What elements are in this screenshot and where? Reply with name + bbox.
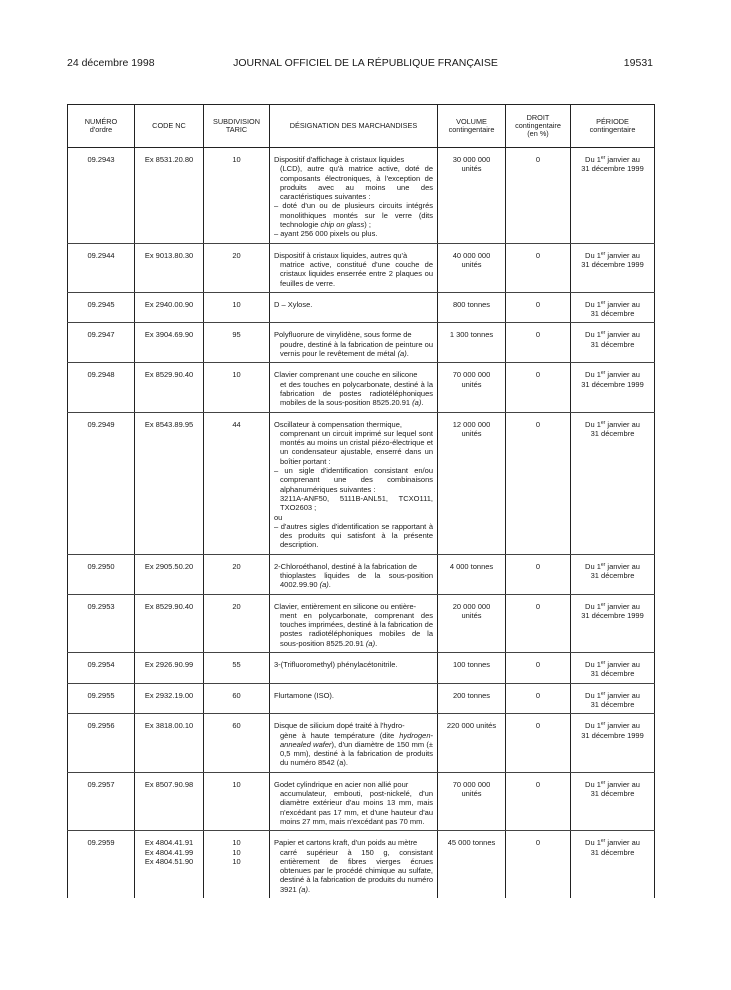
cell-volume [438, 554, 506, 594]
col-header-subdivision [204, 105, 270, 148]
taric-value: 10 [232, 779, 241, 789]
periode-value: Du 1er janvier au [585, 690, 640, 700]
cell-taric [204, 683, 270, 714]
col-header-volume [438, 105, 506, 148]
designation-text: Oscillateur à compensation thermique, [274, 419, 402, 429]
periode-value: 31 décembre 1999 [581, 259, 644, 269]
cell-taric [204, 714, 270, 772]
col-header-line: TARIC [225, 125, 248, 134]
designation-text: Polyfluorure de vinylidène, sous forme de [274, 330, 412, 340]
designation-text: thioplastes liquides de la sous-position 4002.99.90 [280, 570, 433, 590]
periode-value: 31 décembre 1999 [581, 610, 644, 620]
designation-line [274, 466, 433, 494]
table-row [68, 363, 655, 412]
cell-droit: 0 [506, 594, 571, 652]
col-header-line: contingentaire [448, 125, 495, 134]
col-header-line: CODE NC [152, 121, 186, 130]
designation-text: poudre, destiné à la fabrication de peinture ou vernis pour le revêtement de métal [280, 339, 433, 359]
cell-periode [571, 594, 655, 652]
designation-line [274, 611, 433, 648]
volume-value: 800 tonnes [452, 299, 491, 309]
cell-designation [270, 554, 438, 594]
col-header-line: PÉRIODE [596, 117, 629, 126]
cell-numero: 09.2955 [68, 683, 135, 714]
designation-text: comprenant un circuit imprimé sur lequel sont montés au moins un cristal piézo-électrique et un condensateur ajustable, enserré dans un boîtier portant : [280, 428, 433, 466]
periode-value: Du 1er janvier au [585, 601, 640, 611]
cell-code-nc [135, 412, 204, 554]
periode-value: 31 décembre 1999 [581, 379, 644, 389]
taric-value: 20 [232, 561, 241, 571]
designation-line [274, 429, 433, 466]
cell-designation [270, 772, 438, 830]
cell-designation [270, 683, 438, 714]
designation-text: Flurtamone (ISO). [274, 690, 335, 700]
periode-value: 31 décembre [590, 789, 635, 799]
table-row [68, 594, 655, 652]
cell-volume [438, 243, 506, 292]
designation-line [274, 420, 433, 429]
cell-periode [571, 772, 655, 830]
designation-text: 2-Chloroéthanol, destiné à la fabrication de [274, 561, 418, 571]
designation-line [274, 260, 433, 288]
table-row [68, 831, 655, 898]
taric-value: 10 [232, 299, 241, 309]
cell-designation [270, 831, 438, 898]
col-header-line: DÉSIGNATION DES MARCHANDISES [289, 121, 418, 130]
cell-numero: 09.2948 [68, 363, 135, 412]
designation-line [274, 513, 433, 522]
designation-italic: hydrogen-annealed wafer [280, 730, 433, 749]
volume-value: unités [461, 379, 482, 389]
designation-italic: chip on glass [320, 220, 365, 230]
volume-value: 40 000 000 [452, 250, 491, 260]
cell-code-nc [135, 292, 204, 323]
periode-value: 31 décembre [590, 309, 635, 319]
cell-periode [571, 323, 655, 363]
designation-text: – doté d'un ou de plusieurs circuits intégrés monolithiques montés sur le verre (dits technologie [274, 201, 433, 230]
cell-designation [270, 292, 438, 323]
code-nc-value: Ex 2926.90.99 [144, 660, 194, 670]
volume-value: unités [461, 610, 482, 620]
taric-value: 10 [232, 847, 241, 857]
designation-line [274, 300, 433, 309]
volume-value: 220 000 unités [446, 721, 497, 731]
periode-value: Du 1er janvier au [585, 370, 640, 380]
cell-volume [438, 683, 506, 714]
cell-droit: 0 [506, 148, 571, 244]
cell-droit: 0 [506, 714, 571, 772]
designation-text: carré supérieur à 150 g, consistant entièrement de fibres vierges écrues obtenues par le procédé chimique au sulfate, destiné à la fabrication de produits du numéro 3921 [280, 847, 433, 894]
periode-value: 31 décembre 1999 [581, 164, 644, 174]
designation-italic: (a) [365, 638, 376, 648]
cell-code-nc [135, 323, 204, 363]
cell-numero: 09.2947 [68, 323, 135, 363]
code-nc-value: Ex 8507.90.98 [144, 779, 194, 789]
designation-text: ) ; [364, 220, 371, 230]
designation-line [274, 780, 433, 789]
header-date: 24 décembre 1998 [67, 57, 155, 69]
designation-line [274, 691, 433, 700]
taric-value: 10 [232, 155, 241, 164]
taric-value: 10 [232, 370, 241, 380]
cell-numero: 09.2945 [68, 292, 135, 323]
col-header-periode [571, 105, 655, 148]
designation-line [274, 522, 433, 550]
table-row [68, 148, 655, 244]
cell-numero: 09.2957 [68, 772, 135, 830]
header-page-number: 19531 [623, 57, 653, 69]
cell-volume [438, 412, 506, 554]
designation-line [274, 494, 433, 513]
cell-periode [571, 243, 655, 292]
designation-text: gène à haute température (dite [280, 730, 400, 740]
cell-volume [438, 148, 506, 244]
code-nc-value: Ex 9013.80.30 [144, 250, 194, 260]
table-row [68, 412, 655, 554]
cell-taric [204, 148, 270, 244]
code-nc-value: Ex 8531.20.80 [144, 155, 194, 164]
designation-text: 3211A-ANF50, 5111B-ANL51, TCXO111, TXO2603 ; [280, 493, 433, 513]
cell-designation [270, 412, 438, 554]
cell-numero: 09.2949 [68, 412, 135, 554]
designation-line [274, 370, 433, 379]
code-nc-value: Ex 2905.50.20 [144, 561, 194, 571]
designation-text: . [375, 638, 378, 648]
volume-value: unités [461, 789, 482, 799]
cell-taric [204, 412, 270, 554]
designation-line [274, 201, 433, 229]
designation-line [274, 340, 433, 359]
col-header-line: NUMÉRO [84, 117, 118, 126]
designation-text: accumulateur, embouti, post-nickelé, d'un diamètre extérieur d'au moins 13 mm, mais n'excédant pas 17 mm, et d'une hauteur d'au moins 27 mm, mais n'excédant pas 70 mm. [280, 789, 433, 826]
cell-volume [438, 292, 506, 323]
designation-text: ou [274, 512, 283, 522]
cell-volume [438, 363, 506, 412]
cell-volume [438, 714, 506, 772]
cell-periode [571, 292, 655, 323]
cell-code-nc [135, 714, 204, 772]
designation-text: 3-(Trifluoromethyl) phénylacétonitrile. [274, 660, 398, 670]
designation-line [274, 251, 433, 260]
designation-text: Clavier comprenant une couche en silicone [274, 370, 418, 380]
periode-value: Du 1er janvier au [585, 299, 640, 309]
cell-periode [571, 148, 655, 244]
cell-numero: 09.2959 [68, 831, 135, 898]
periode-value: Du 1er janvier au [585, 250, 640, 260]
designation-text: Disque de silicium dopé traité à l'hydro- [274, 721, 405, 731]
designation-text: . [406, 349, 409, 359]
col-header-line: d'ordre [89, 125, 113, 134]
col-header-line: contingentaire [589, 125, 636, 134]
periode-value: Du 1er janvier au [585, 330, 640, 340]
designation-line [274, 838, 433, 847]
cell-code-nc [135, 594, 204, 652]
cell-numero: 09.2943 [68, 148, 135, 244]
periode-value: 31 décembre [590, 428, 635, 438]
volume-value: 70 000 000 [452, 779, 491, 789]
designation-text: ), d'un diamètre de 150 mm (± 0,5 mm), destiné à la fabrication de produits du numéro 8542 (a). [280, 739, 433, 768]
cell-taric [204, 363, 270, 412]
cell-numero: 09.2954 [68, 653, 135, 684]
designation-line [274, 602, 433, 611]
code-nc-value: Ex 8543.89.95 [144, 419, 194, 429]
volume-value: 20 000 000 [452, 601, 491, 611]
cell-droit: 0 [506, 243, 571, 292]
taric-value: 95 [232, 330, 241, 340]
code-nc-value: Ex 4804.41.91 [144, 838, 194, 848]
table-row [68, 554, 655, 594]
col-header-droit [506, 105, 571, 148]
cell-taric [204, 831, 270, 898]
volume-value: unités [461, 259, 482, 269]
periode-value: 31 décembre [590, 339, 635, 349]
designation-text: ment en polycarbonate, comprenant des touches imprimées, destiné à la fabrication de postes radiotéléphoniques mobiles de la sous-position 8525.20.91 [280, 610, 433, 648]
designation-text: . [421, 398, 424, 408]
designation-text: – ayant 256 000 pixels ou plus. [274, 229, 378, 239]
volume-value: 100 tonnes [452, 660, 491, 670]
cell-code-nc [135, 683, 204, 714]
cell-periode [571, 554, 655, 594]
cell-code-nc [135, 653, 204, 684]
designation-text: Clavier, entièrement en silicone ou entière- [274, 601, 417, 611]
taric-value: 10 [232, 838, 241, 848]
code-nc-value: Ex 3818.00.10 [144, 721, 194, 731]
cell-droit: 0 [506, 412, 571, 554]
taric-value: 60 [232, 690, 241, 700]
designation-text: D – Xylose. [274, 299, 313, 309]
designation-italic: (a) [298, 884, 308, 894]
periode-value: Du 1er janvier au [585, 660, 640, 670]
periode-value: Du 1er janvier au [585, 838, 640, 848]
cell-code-nc [135, 363, 204, 412]
cell-numero: 09.2956 [68, 714, 135, 772]
code-nc-value: Ex 8529.90.40 [144, 601, 194, 611]
periode-value: Du 1er janvier au [585, 155, 640, 164]
volume-value: 45 000 tonnes [447, 838, 496, 848]
cell-volume [438, 653, 506, 684]
cell-droit: 0 [506, 772, 571, 830]
designation-text: . [328, 580, 331, 590]
cell-droit: 0 [506, 554, 571, 594]
cell-taric [204, 554, 270, 594]
designation-italic: (a) [319, 580, 329, 590]
cell-periode [571, 714, 655, 772]
cell-code-nc [135, 831, 204, 898]
cell-droit: 0 [506, 363, 571, 412]
designation-text: Godet cylindrique en acier non allié pour [274, 779, 409, 789]
designation-text: (LCD), autre qu'à matrice active, doté de composants électroniques, à l'exception de produits avec au moins une des caractéristiques suivantes : [280, 164, 433, 202]
cell-volume [438, 594, 506, 652]
cell-taric [204, 772, 270, 830]
periode-value: Du 1er janvier au [585, 779, 640, 789]
volume-value: 200 tonnes [452, 690, 491, 700]
cell-designation [270, 714, 438, 772]
table-header-row [68, 105, 655, 148]
designation-text: . [307, 884, 311, 894]
cell-code-nc [135, 554, 204, 594]
cell-taric [204, 323, 270, 363]
periode-value: 31 décembre [590, 699, 635, 709]
volume-value: 12 000 000 [452, 419, 491, 429]
cell-numero: 09.2944 [68, 243, 135, 292]
designation-text: – un sigle d'identification consistant en/ou comprenant une des combinaisons alphanumériques suivantes : [274, 466, 433, 494]
cell-designation [270, 363, 438, 412]
col-header-line: contingentaire [515, 121, 561, 130]
designation-text: et des touches en polycarbonate, destiné à la fabrication de postes radiotéléphoniques mobiles de la sous-position 8525.20.91 [280, 379, 433, 408]
volume-value: unités [461, 428, 482, 438]
designation-line [274, 731, 433, 768]
cell-periode [571, 653, 655, 684]
designation-text: matrice active, constitué d'une couche de cristaux liquides enserrée entre 2 plaques ou feuilles de verre. [280, 259, 433, 288]
designation-line [274, 571, 433, 590]
col-header-numero [68, 105, 135, 148]
periode-value: Du 1er janvier au [585, 721, 640, 731]
cell-code-nc [135, 772, 204, 830]
col-header-line: SUBDIVISION [212, 117, 261, 126]
code-nc-value: Ex 4804.41.99 [144, 847, 194, 857]
table-row [68, 292, 655, 323]
cell-droit: 0 [506, 323, 571, 363]
designation-line [274, 789, 433, 826]
taric-value: 20 [232, 601, 241, 611]
cell-volume [438, 772, 506, 830]
code-nc-value: Ex 2932.19.00 [144, 690, 194, 700]
periode-value: 31 décembre [590, 669, 635, 679]
designation-text: – d'autres sigles d'identification se rapportant à des produits qui satisfont à la présente description. [274, 521, 433, 550]
volume-value: 1 300 tonnes [449, 330, 494, 340]
periode-value: 31 décembre 1999 [581, 730, 644, 740]
table-row [68, 772, 655, 830]
taric-value: 10 [232, 856, 241, 866]
cell-taric [204, 243, 270, 292]
table-row [68, 653, 655, 684]
designation-italic: (a) [412, 398, 422, 408]
designation-line [274, 660, 433, 669]
table-row [68, 323, 655, 363]
cell-periode [571, 363, 655, 412]
volume-value: unités [461, 164, 482, 174]
code-nc-value: Ex 4804.51.90 [144, 856, 194, 866]
cell-designation [270, 148, 438, 244]
col-header-code-nc [135, 105, 204, 148]
cell-designation [270, 243, 438, 292]
designation-line [274, 721, 433, 730]
cell-periode [571, 683, 655, 714]
designation-line [274, 562, 433, 571]
periode-value: Du 1er janvier au [585, 561, 640, 571]
cell-droit: 0 [506, 683, 571, 714]
designation-text: Papier et cartons kraft, d'un poids au mètre [274, 838, 418, 848]
cell-taric [204, 653, 270, 684]
periode-value: 31 décembre [590, 570, 635, 580]
table-row [68, 243, 655, 292]
col-header-designation [270, 105, 438, 148]
table-row [68, 683, 655, 714]
designation-text: Dispositif d'affichage à cristaux liquides [274, 155, 405, 164]
volume-value: 30 000 000 [452, 155, 491, 164]
quota-table [67, 104, 655, 898]
designation-line [274, 164, 433, 201]
cell-volume [438, 831, 506, 898]
cell-droit: 0 [506, 292, 571, 323]
header-title: JOURNAL OFFICIEL DE LA RÉPUBLIQUE FRANÇAISE [233, 57, 498, 69]
code-nc-value: Ex 3904.69.90 [144, 330, 194, 340]
col-header-line: DROIT [526, 113, 550, 122]
col-header-line: (en %) [527, 129, 549, 138]
cell-code-nc [135, 148, 204, 244]
cell-droit: 0 [506, 653, 571, 684]
cell-taric [204, 594, 270, 652]
cell-designation [270, 323, 438, 363]
volume-value: 4 000 tonnes [449, 561, 494, 571]
designation-italic: (a) [397, 349, 407, 359]
designation-text: Dispositif à cristaux liquides, autres qu'à [274, 250, 408, 260]
cell-droit: 0 [506, 831, 571, 898]
code-nc-value: Ex 2940.00.90 [144, 299, 194, 309]
cell-periode [571, 412, 655, 554]
designation-line [274, 330, 433, 339]
cell-numero: 09.2950 [68, 554, 135, 594]
taric-value: 60 [232, 721, 241, 731]
code-nc-value: Ex 8529.90.40 [144, 370, 194, 380]
designation-line [274, 229, 433, 238]
cell-periode [571, 831, 655, 898]
col-header-line: VOLUME [456, 117, 487, 126]
periode-value: 31 décembre [590, 847, 635, 857]
taric-value: 20 [232, 250, 241, 260]
cell-designation [270, 653, 438, 684]
taric-value: 55 [232, 660, 241, 670]
designation-line [274, 155, 433, 164]
taric-value: 44 [232, 419, 241, 429]
designation-line [274, 380, 433, 408]
cell-volume [438, 323, 506, 363]
table-row [68, 714, 655, 772]
volume-value: 70 000 000 [452, 370, 491, 380]
designation-line [274, 848, 433, 894]
periode-value: Du 1er janvier au [585, 419, 640, 429]
cell-taric [204, 292, 270, 323]
cell-code-nc [135, 243, 204, 292]
cell-designation [270, 594, 438, 652]
cell-numero: 09.2953 [68, 594, 135, 652]
